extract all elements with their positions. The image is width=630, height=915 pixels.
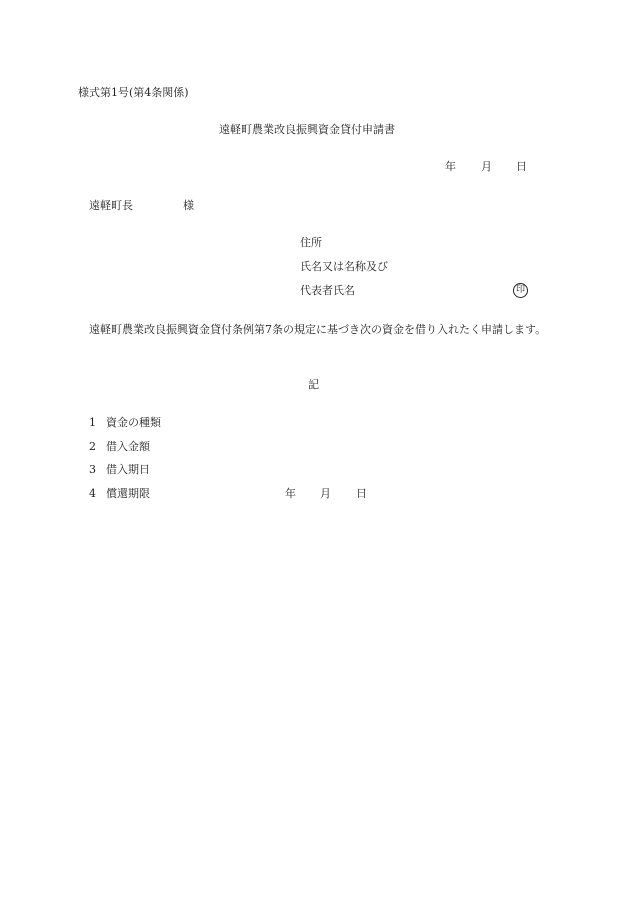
- item-3-label: 借入期日: [106, 463, 150, 476]
- date-month: 月: [481, 160, 492, 173]
- repayment-day: 日: [356, 487, 367, 500]
- document-title: 遠軽町農業改良振興資金貸付申請書: [219, 123, 395, 136]
- repayment-month: 月: [320, 487, 331, 500]
- item-2-label: 借入金額: [106, 440, 150, 453]
- seal-mark: 印: [513, 283, 528, 298]
- date-year: 年: [445, 160, 456, 173]
- ki-heading: 記: [308, 378, 319, 391]
- form-number: 様式第1号(第4条関係): [78, 86, 189, 99]
- applicant-address-label: 住所: [300, 236, 322, 249]
- repayment-year: 年: [285, 487, 296, 500]
- item-4-label: 償還期限: [106, 487, 150, 500]
- addressee-name: 遠軽町長: [89, 199, 133, 212]
- item-1-number: 1: [89, 416, 96, 429]
- body-text: 遠軽町農業改良振興資金貸付条例第7条の規定に基づき次の資金を借り入れたく申請します。: [89, 323, 547, 336]
- date-day: 日: [516, 160, 527, 173]
- item-1-label: 資金の種類: [106, 416, 161, 429]
- item-4-number: 4: [89, 487, 96, 500]
- applicant-name-label: 氏名又は名称及び: [300, 260, 388, 273]
- item-2-number: 2: [89, 440, 96, 453]
- applicant-rep-label: 代表者氏名: [300, 284, 355, 297]
- addressee-honorific: 様: [183, 199, 194, 212]
- item-3-number: 3: [89, 463, 96, 476]
